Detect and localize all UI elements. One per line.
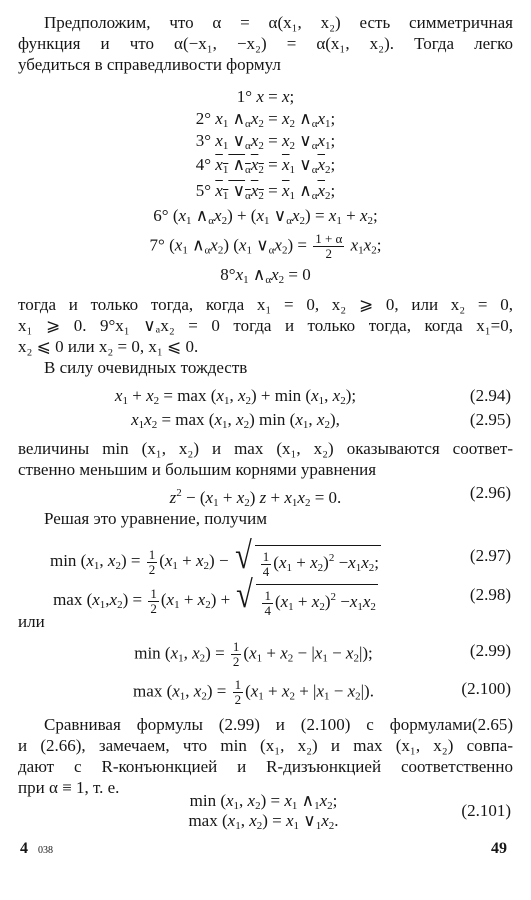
square-root: √ $\frac{1}{4}$ $(x_1 + x_2)^2 -x_1x_2$ bbox=[236, 574, 376, 618]
property-4: 4° $x_1$ $\wedge_\alpha x_2 = \overline{x}_1$ $\vee_\alpha\overline{x}_2$; bbox=[195, 155, 336, 176]
property-3: 3° $x_1$ $\vee_\alpha x_2 = x_2$ $\vee_\alpha x_1$; bbox=[195, 131, 336, 152]
equation-number: (2.100) bbox=[461, 679, 511, 698]
page-number: 49 bbox=[491, 840, 507, 857]
equation-2-95: $x_1x_2 = \max (x_1$, $x_2$) $\min (x_1$, $x_2$), bbox=[131, 410, 340, 431]
equation-number: (2.98) bbox=[469, 585, 511, 604]
fraction: $\frac{1}{2}$ bbox=[234, 677, 242, 707]
equation-2-101-max: $\max (x_1$, $x_2) = x_1$ $\vee_1x_2$. bbox=[188, 811, 339, 832]
paragraph-line: тогда и только тогда, когда x₁ = 0, x₂ ⩾ 0, или x₂ = 0, bbox=[18, 295, 513, 314]
equation-2-98: $\max (x_1,x_2)$ = $\frac{1}{2}$ $(x_1 + x_2)$ + √ $\frac{1}{4}$ $(x_1 + x_2)^2 -x_1x_2$ bbox=[53, 574, 376, 618]
property-8: $8^\circ x_1$ $\wedge_\alpha x_2 = 0$ bbox=[220, 265, 311, 286]
property-7: 7° ($x_1$ $\wedge_\alpha x_2$) ($x_1$ $\vee_\alpha x_2$) = $\frac{1 + \alpha}{2}$ $x_1x_2$; bbox=[149, 231, 382, 261]
fraction: $\frac{1 + \alpha}{2}$ bbox=[315, 231, 343, 261]
signature-code: 038 bbox=[38, 845, 53, 856]
paragraph-line: убедиться в справедливости формул bbox=[18, 55, 281, 74]
paragraph-line: величины min (x₁, x₂) и max (x₁, x₂) оказываются соответ- bbox=[18, 439, 513, 458]
paragraph-line: и (2.66), замечаем, что min (x₁, x₂) и max (x₁, x₂) совпа- bbox=[18, 736, 513, 755]
equation-number: (2.97) bbox=[469, 546, 511, 565]
property-5: 5° $x_1$ $\vee_\alpha x_2 = \overline{x}_1$ $\wedge_\alpha\overline{x}_2$; bbox=[195, 181, 336, 202]
paragraph-line: дают с R-конъюнкцией и R-дизъюнкцией соответственно bbox=[18, 757, 513, 776]
equation-2-97: $\min (x_1$, $x_2$) = $\frac{1}{2}$ $(x_1 + x_2)$ − √ $\frac{1}{4}$ $(x_1 + x_2)^2 -x_1x_2$; bbox=[49, 535, 379, 579]
equation-2-100: $\max (x_1$, $x_2$) = $\frac{1}{2}$ $(x_1 + x_2 + |x_1 - x_2|)$. bbox=[133, 677, 374, 707]
equation-2-99: $\min (x_1$, $x_2$) = $\frac{1}{2}$ $(x_1 + x_2 - |x_1 - x_2|)$; bbox=[134, 639, 373, 669]
equation-2-94: $x_1 + x_2 = \max (x_1$, $x_2) + \min (x_1$, $x_2$); bbox=[114, 386, 357, 407]
square-root: √ $\frac{1}{4}$ $(x_1 + x_2)^2 -x_1x_2$; bbox=[234, 535, 379, 579]
equation-2-96: $z^2 - (x_1 + x_2) z + x_1x_2 = 0$. bbox=[169, 487, 342, 509]
paragraph-line: при α ≡ 1, т. е. bbox=[18, 778, 120, 797]
equation-number: (2.99) bbox=[469, 641, 511, 660]
property-6: 6° ($x_1$ $\wedge_\alpha x_2) + (x_1$ $\vee_\alpha x_2) = x_1 + x_2$; bbox=[153, 206, 378, 227]
page-footer bbox=[0, 838, 531, 860]
equation-number: (2.95) bbox=[469, 410, 511, 429]
equation-number: (2.101) bbox=[461, 801, 511, 820]
paragraph-line: функция и что α(−x₁, −x₂) = α(x₁, x₂). Тогда легко bbox=[18, 34, 513, 53]
fraction: $\frac{1}{2}$ bbox=[232, 639, 240, 669]
equation-number: (2.96) bbox=[469, 483, 511, 502]
property-1: 1° x = x; bbox=[236, 87, 295, 106]
paragraph-line: x₂ ⩽ 0 или x₂ = 0, x₁ ⩽ 0. bbox=[18, 337, 199, 356]
paragraph-line: ственно меньшим и большим корнями уравнения bbox=[18, 460, 377, 479]
paragraph-line: Сравнивая формулы (2.99) и (2.100) с формулами(2.65) bbox=[44, 715, 513, 734]
fraction: $\frac{1}{2}$ bbox=[150, 585, 157, 616]
fraction: $\frac{1}{2}$ bbox=[148, 546, 156, 577]
paragraph-line: Предположим, что α = α(x₁, x₂) есть симметричная bbox=[44, 13, 513, 32]
paragraph-line: Решая это уравнение, получим bbox=[44, 509, 267, 528]
signature-mark: 4 038 bbox=[20, 840, 53, 857]
property-2: 2° $x_1$ $\wedge_\alpha x_2 = x_2$ $\wedge_\alpha x_1$; bbox=[195, 109, 336, 130]
equation-number: (2.94) bbox=[469, 386, 511, 405]
paragraph-line: или bbox=[18, 612, 45, 631]
paragraph-line: В силу очевидных тождеств bbox=[44, 358, 248, 377]
paragraph-line: x₁ ⩾ 0. 9°x₁ ∨ₐx₂ = 0 тогда и только тогда, когда x₁=0, bbox=[18, 316, 513, 335]
equation-2-101-min: $\min (x_1$, $x_2) = x_1$ $\wedge_1x_2$; bbox=[189, 791, 338, 812]
